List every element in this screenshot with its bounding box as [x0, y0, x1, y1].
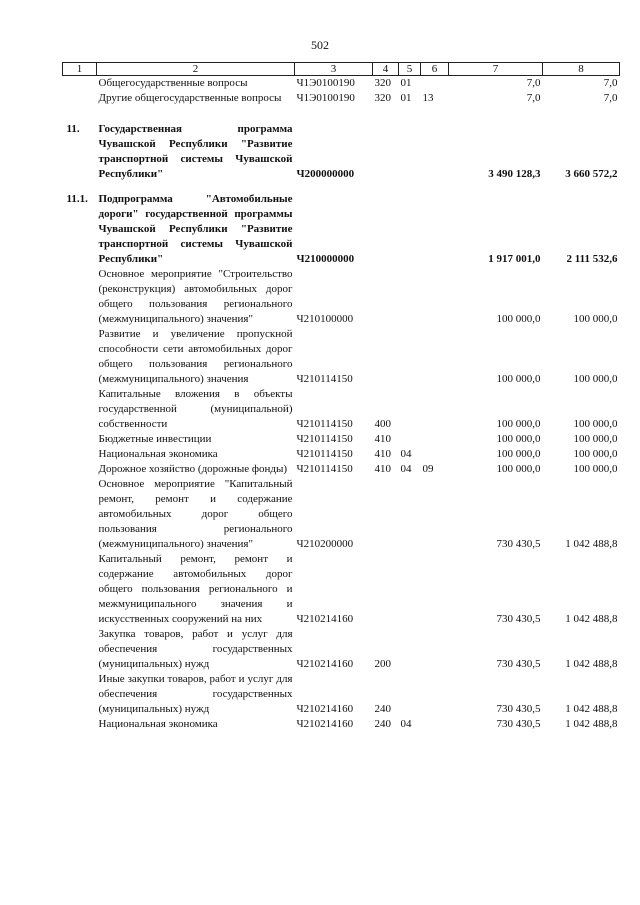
row-amount-1: 7,0 [526, 77, 541, 89]
row-rz [399, 432, 421, 447]
row-rz: 01 [400, 92, 412, 104]
header-col-7: 7 [449, 63, 543, 76]
row-vr [373, 122, 399, 182]
row-amount-2: 1 042 488,8 [565, 658, 618, 670]
table-row [63, 122, 620, 182]
header-row [63, 63, 620, 76]
row-code: Ч210114150 [296, 448, 353, 460]
row-vr: 240 [374, 703, 391, 715]
row-rz: 01 [400, 77, 412, 89]
row-amount-2: 100 000,0 [573, 373, 618, 385]
row-amount-2: 1 042 488,8 [565, 718, 618, 730]
table-row [63, 717, 620, 732]
row-vr: 320 [374, 92, 391, 104]
row-amount-2: 100 000,0 [573, 463, 618, 475]
row-name: Капитальный ремонт, ремонт и содержание автомобильных дорог общего пользования регионального и межмуниципального значения и искусственных сооружений на них [98, 553, 293, 625]
row-vr [373, 192, 399, 267]
row-pr [421, 122, 449, 182]
row-pr [421, 447, 449, 462]
row-vr: 240 [374, 718, 391, 730]
row-pr [421, 672, 449, 717]
row-amount-2: 1 042 488,8 [565, 703, 618, 715]
row-amount-2: 100 000,0 [573, 418, 618, 430]
row-amount-1: 100 000,0 [496, 448, 541, 460]
row-vr: 200 [374, 658, 391, 670]
header-col-3: 3 [295, 63, 373, 76]
row-pr [421, 76, 449, 92]
page-number: 502 [311, 38, 329, 52]
row-rz [399, 192, 421, 267]
row-number [63, 387, 97, 432]
row-vr: 410 [374, 463, 391, 475]
table-row [63, 327, 620, 387]
row-vr: 410 [374, 448, 391, 460]
row-code: Ч200000000 [296, 168, 355, 180]
row-pr [421, 387, 449, 432]
row-name: Основное мероприятие "Строительство (реконструкция) автомобильных дорог общего пользования регионального (межмуниципального) значения" [98, 268, 293, 325]
row-vr [373, 267, 399, 327]
header-col-2: 2 [97, 63, 295, 76]
row-rz [399, 552, 421, 627]
row-amount-1: 730 430,5 [496, 613, 541, 625]
table-row [63, 76, 620, 92]
row-amount-2: 1 042 488,8 [565, 613, 618, 625]
row-amount-2: 100 000,0 [573, 448, 618, 460]
row-number [63, 327, 97, 387]
row-pr [421, 717, 449, 732]
row-number [63, 627, 97, 672]
row-number [63, 462, 97, 477]
row-code: Ч210114150 [296, 463, 353, 475]
row-name: Дорожное хозяйство (дорожные фонды) [98, 463, 288, 475]
header-col-1: 1 [63, 63, 97, 76]
row-vr [373, 552, 399, 627]
header-col-4: 4 [373, 63, 399, 76]
row-code: Ч210214160 [296, 703, 354, 715]
row-pr [421, 477, 449, 552]
row-amount-1: 730 430,5 [496, 658, 541, 670]
row-number [63, 76, 97, 92]
table-row [63, 387, 620, 432]
row-number [63, 672, 97, 717]
row-rz [399, 387, 421, 432]
row-rz [399, 122, 421, 182]
row-amount-1: 1 917 001,0 [488, 253, 541, 265]
row-amount-1: 100 000,0 [496, 313, 541, 325]
row-amount-1: 7,0 [526, 92, 541, 104]
row-amount-1: 100 000,0 [496, 373, 541, 385]
row-name: Общегосударственные вопросы [98, 77, 248, 89]
row-code: Ч210114150 [296, 433, 353, 445]
row-number: 11.1. [66, 193, 88, 205]
row-name: Национальная экономика [98, 448, 218, 460]
row-pr [421, 552, 449, 627]
row-number [63, 717, 97, 732]
row-number [63, 447, 97, 462]
row-pr: 09 [422, 463, 434, 475]
row-code: Ч210114150 [296, 373, 353, 385]
row-name: Капитальные вложения в объекты государственной (муниципальной) собственности [98, 388, 293, 430]
row-pr [421, 327, 449, 387]
row-name: Государственная программа Чувашской Республики "Развитие транспортной системы Чувашской Республики" [98, 123, 293, 180]
row-name: Другие общегосударственные вопросы [98, 92, 282, 104]
row-code: Ч210214160 [296, 718, 354, 730]
row-spacer [63, 182, 620, 192]
row-name: Развитие и увеличение пропускной способности сети автомобильных дорог общего пользования регионального (межмуниципального) значения [98, 328, 293, 385]
table-row [63, 552, 620, 627]
row-number [63, 91, 97, 106]
row-rz: 04 [400, 448, 412, 460]
row-number [63, 432, 97, 447]
row-amount-1: 730 430,5 [496, 703, 541, 715]
table-row [63, 267, 620, 327]
row-code: Ч210100000 [296, 313, 354, 325]
row-name: Закупка товаров, работ и услуг для обеспечения государственных (муниципальных) нужд [98, 628, 293, 670]
row-code: Ч1Э0100190 [296, 77, 355, 89]
row-rz: 04 [400, 463, 412, 475]
row-code: Ч210214160 [296, 658, 354, 670]
row-vr: 320 [374, 77, 391, 89]
row-name: Бюджетные инвестиции [98, 433, 212, 445]
row-number [63, 552, 97, 627]
row-amount-2: 7,0 [603, 77, 618, 89]
row-vr: 400 [374, 418, 391, 430]
row-name: Национальная экономика [98, 718, 218, 730]
row-spacer [63, 106, 620, 122]
row-rz [399, 627, 421, 672]
row-number [63, 477, 97, 552]
row-number [63, 267, 97, 327]
table-row [63, 91, 620, 106]
row-pr [421, 627, 449, 672]
budget-table [62, 62, 620, 732]
row-amount-2: 3 660 572,2 [565, 168, 618, 180]
table-row [63, 432, 620, 447]
row-rz [399, 327, 421, 387]
row-code: Ч210000000 [296, 253, 355, 265]
row-pr [421, 192, 449, 267]
table-row [63, 672, 620, 717]
table-row [63, 627, 620, 672]
row-name: Иные закупки товаров, работ и услуг для обеспечения государственных (муниципальных) нужд [98, 673, 293, 715]
row-amount-1: 730 430,5 [496, 538, 541, 550]
header-col-8: 8 [543, 63, 620, 76]
row-amount-1: 100 000,0 [496, 463, 541, 475]
row-amount-1: 3 490 128,3 [488, 168, 541, 180]
row-rz [399, 672, 421, 717]
header-col-5: 5 [399, 63, 421, 76]
row-amount-2: 2 111 532,6 [566, 253, 618, 265]
row-amount-1: 100 000,0 [496, 418, 541, 430]
row-pr [421, 267, 449, 327]
row-code: Ч210114150 [296, 418, 353, 430]
row-vr [373, 477, 399, 552]
row-pr: 13 [422, 92, 434, 104]
row-rz: 04 [400, 718, 412, 730]
row-rz [399, 267, 421, 327]
row-amount-1: 100 000,0 [496, 433, 541, 445]
row-amount-2: 7,0 [603, 92, 618, 104]
table-row [63, 477, 620, 552]
row-name: Основное мероприятие "Капитальный ремонт, ремонт и содержание автомобильных дорог общего пользования регионального (межмуниципального) значения" [98, 478, 293, 550]
header-col-6: 6 [421, 63, 449, 76]
row-code: Ч1Э0100190 [296, 92, 355, 104]
row-code: Ч210214160 [296, 613, 354, 625]
row-pr [421, 432, 449, 447]
row-vr [373, 327, 399, 387]
row-code: Ч210200000 [296, 538, 354, 550]
table-row [63, 192, 620, 267]
row-amount-2: 100 000,0 [573, 313, 618, 325]
row-amount-2: 100 000,0 [573, 433, 618, 445]
row-rz [399, 477, 421, 552]
row-amount-1: 730 430,5 [496, 718, 541, 730]
table-row [63, 462, 620, 477]
row-number: 11. [66, 123, 80, 135]
row-name: Подпрограмма "Автомобильные дороги" государственной программы Чувашской Республики "Развитие транспортной системы Чувашской Республики" [98, 193, 293, 265]
table-row [63, 447, 620, 462]
row-amount-2: 1 042 488,8 [565, 538, 618, 550]
row-vr: 410 [374, 433, 391, 445]
